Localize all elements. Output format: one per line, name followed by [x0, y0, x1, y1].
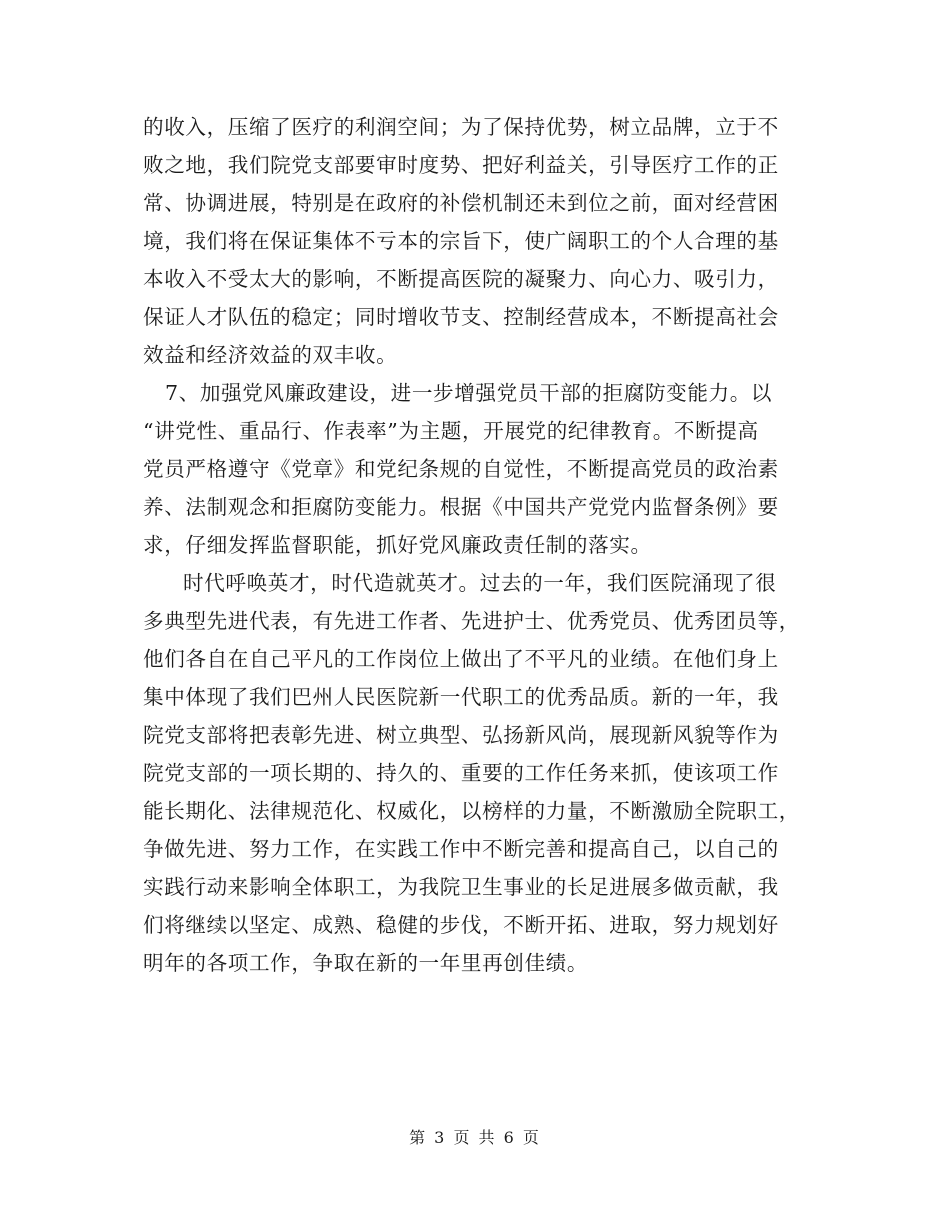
text-line: 能长期化、法律规范化、权威化，以榜样的力量，不断激励全院职工， — [143, 799, 801, 823]
text-line: 境，我们将在保证集体不亏本的宗旨下，使广阔职工的个人合理的基 — [143, 229, 779, 253]
text-line: 院党支部的一项长期的、持久的、重要的工作任务来抓，使该项工作 — [143, 761, 779, 785]
text-line: 的收入，压缩了医疗的利润空间；为了保持优势，树立品牌，立于不 — [143, 115, 779, 139]
text-line: 败之地，我们院党支部要审时度势、把好利益关，引导医疗工作的正 — [143, 153, 779, 177]
text-line: 时代呼唤英才，时代造就英才。过去的一年，我们医院涌现了很 — [183, 571, 777, 595]
page-number-footer: 第 3 页 共 6 页 — [409, 1128, 541, 1147]
text-line: 们将继续以坚定、成熟、稳健的步伐，不断开拓、进取，努力规划好 — [143, 913, 779, 937]
text-line: 养、法制观念和拒腐防变能力。根据《中国共产党党内监督条例》要 — [143, 495, 779, 519]
text-line: 7、加强党风廉政建设，进一步增强党员干部的拒腐防变能力。以 — [165, 381, 773, 405]
text-line: “讲党性、重品行、作表率”为主题，开展党的纪律教育。不断提高 — [143, 419, 759, 443]
text-line: 多典型先进代表，有先进工作者、先进护士、优秀党员、优秀团员等， — [143, 609, 801, 633]
text-line: 本收入不受太大的影响，不断提高医院的凝聚力、向心力、吸引力， — [143, 267, 779, 291]
text-line: 常、协调进展，特别是在政府的补偿机制还未到位之前，面对经营困 — [143, 191, 779, 215]
paragraph-2 — [143, 374, 808, 564]
text-line: 党员严格遵守《党章》和党纪条规的自觉性，不断提高党员的政治素 — [143, 457, 779, 481]
paragraph-3 — [143, 564, 808, 982]
text-line: 保证人才队伍的稳定；同时增收节支、控制经营成本，不断提高社会 — [143, 305, 779, 329]
paragraph-1 — [143, 108, 808, 374]
text-line: 院党支部将把表彰先进、树立典型、弘扬新风尚，展现新风貌等作为 — [143, 723, 779, 747]
text-line: 求，仔细发挥监督职能，抓好党风廉政责任制的落实。 — [143, 533, 652, 557]
text-line: 他们各自在自己平凡的工作岗位上做出了不平凡的业绩。在他们身上 — [143, 647, 779, 671]
text-line: 效益和经济效益的双丰收。 — [143, 343, 398, 367]
document-body — [143, 108, 808, 982]
text-line: 争做先进、努力工作，在实践工作中不断完善和提高自己，以自己的 — [143, 837, 779, 861]
text-line: 实践行动来影响全体职工，为我院卫生事业的长足进展多做贡献，我 — [143, 875, 779, 899]
text-line: 明年的各项工作，争取在新的一年里再创佳绩。 — [143, 951, 589, 975]
text-line: 集中体现了我们巴州人民医院新一代职工的优秀品质。新的一年，我 — [143, 685, 779, 709]
